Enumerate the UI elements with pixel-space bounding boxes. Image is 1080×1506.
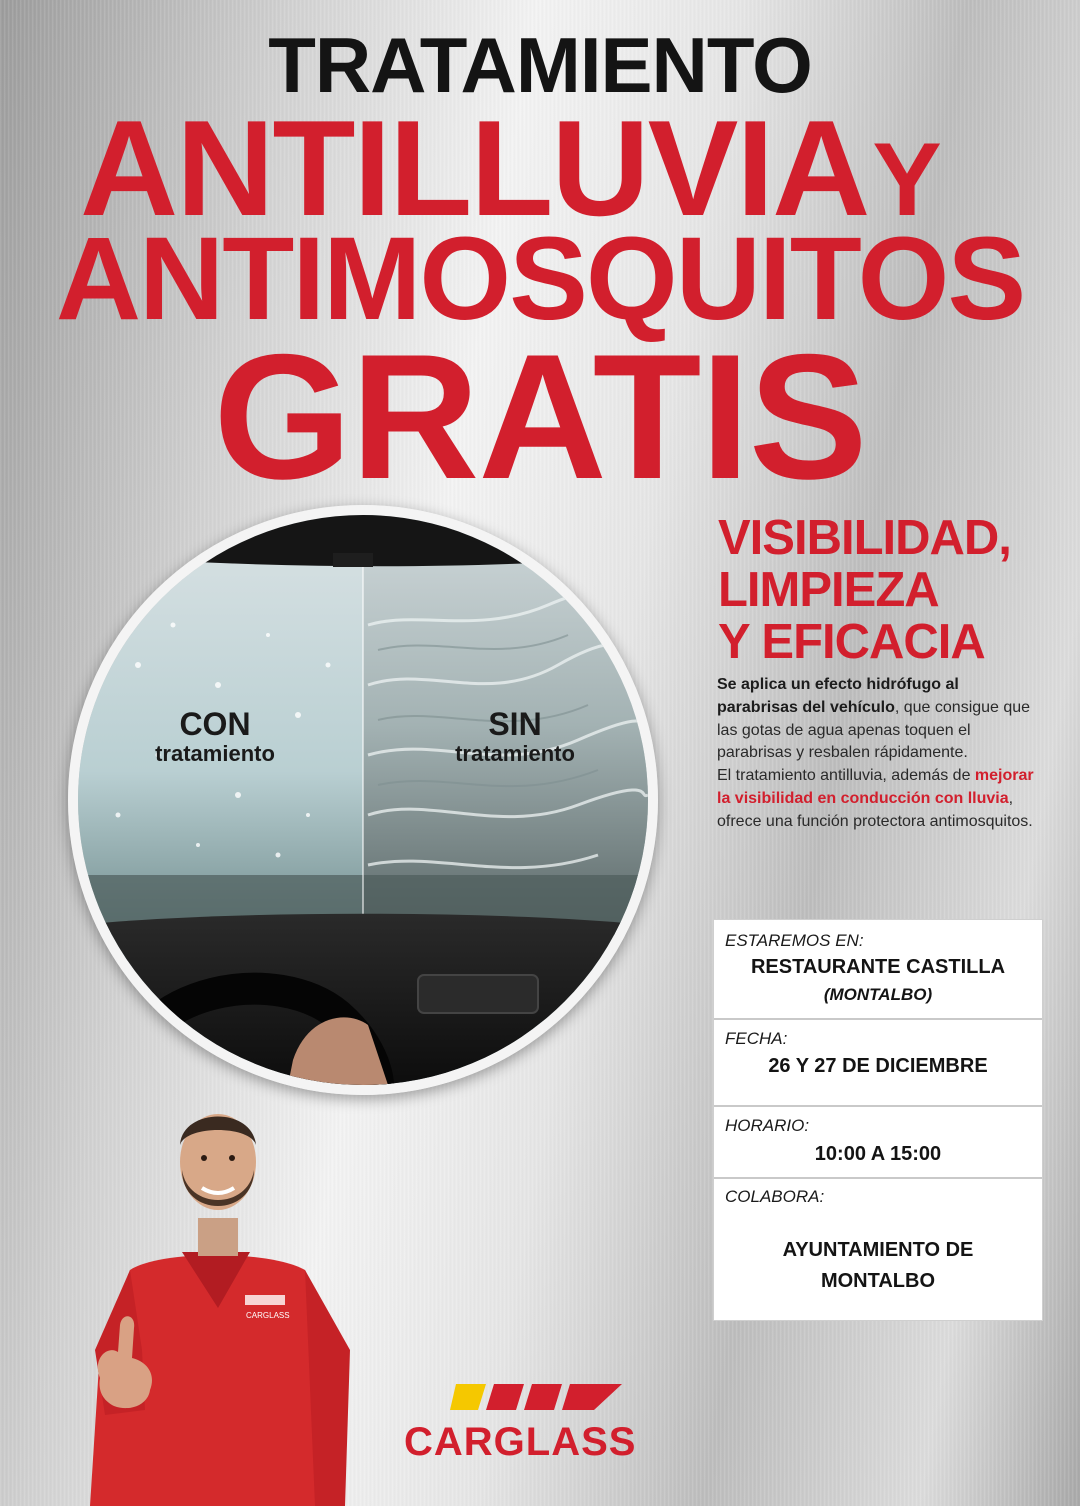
collab-label: COLABORA: xyxy=(725,1187,825,1206)
title-antilluvia-text: ANTILLUVIA xyxy=(80,92,869,244)
time-label: HORARIO: xyxy=(725,1116,810,1135)
time-value: 10:00 A 15:00 xyxy=(814,1143,942,1165)
windshield-illustration xyxy=(78,515,648,1085)
collab-line-1: AYUNTAMIENTO DE xyxy=(782,1239,974,1261)
title-tratamiento: TRATAMIENTO xyxy=(268,21,812,109)
staff-person-image xyxy=(70,1100,360,1506)
description-text-3: , ofrece una función protectora antimosquitos. xyxy=(717,789,1033,830)
title-y: Y xyxy=(872,122,940,238)
windshield-comparison-image xyxy=(68,505,658,1095)
location-label: ESTAREMOS EN: xyxy=(725,931,864,950)
sin-label: SIN xyxy=(488,706,542,742)
description-paragraph xyxy=(717,674,1037,834)
info-location xyxy=(714,920,1042,1018)
description-text-1: , que consigue que las gotas de agua apenas toquen el parabrisas y resbalen rápidamente. xyxy=(717,698,1031,762)
benefits-line-1: VISIBILIDAD, xyxy=(718,511,1011,565)
benefits-line-3: Y EFICACIA xyxy=(718,615,985,669)
con-tratamiento-label xyxy=(140,707,290,767)
description-red-highlight: mejorar la visibilidad en conducción con lluvia xyxy=(717,767,1034,807)
description-text-2: El tratamiento antilluvia, además de xyxy=(717,767,975,785)
event-info-table xyxy=(713,919,1043,1321)
location-value: RESTAURANTE CASTILLA xyxy=(750,956,1006,978)
benefits-heading xyxy=(718,512,1011,668)
title-antimosquitos: ANTIMOSQUITOS xyxy=(55,213,1025,345)
info-date xyxy=(714,1018,1042,1105)
info-collab xyxy=(714,1177,1042,1322)
con-tratamiento-text: tratamiento xyxy=(155,741,275,766)
benefits-line-2: LIMPIEZA xyxy=(718,563,939,617)
sin-tratamiento-label xyxy=(430,707,600,767)
title-gratis: GRATIS xyxy=(213,317,867,516)
con-label: CON xyxy=(179,706,251,742)
carglass-brand-name: CARGLASS xyxy=(404,1420,637,1464)
location-sub: (MONTALBO) xyxy=(823,985,933,1004)
description-bold-intro: Se aplica un efecto hidrófugo al parabrisas del vehículo xyxy=(717,676,959,716)
date-value: 26 Y 27 DE DICIEMBRE xyxy=(768,1055,988,1077)
date-label: FECHA: xyxy=(725,1029,788,1048)
info-time xyxy=(714,1105,1042,1177)
shirt-logo: CARGLASS xyxy=(246,1311,290,1320)
sin-tratamiento-text: tratamiento xyxy=(455,741,575,766)
collab-line-2: MONTALBO xyxy=(820,1270,936,1292)
